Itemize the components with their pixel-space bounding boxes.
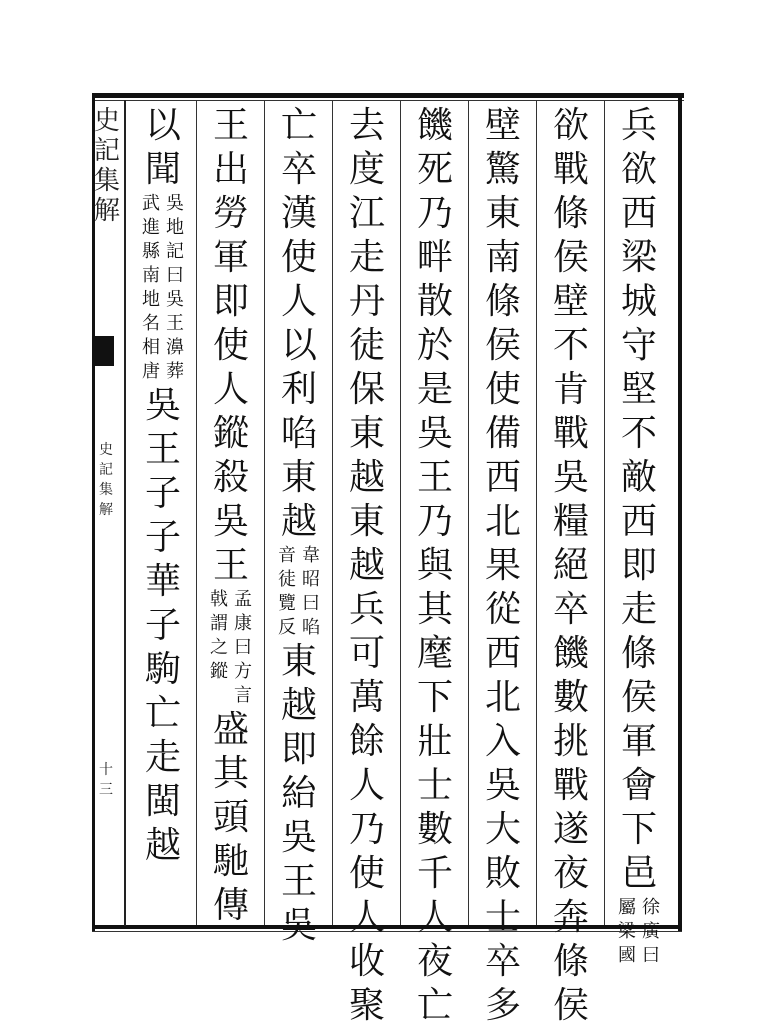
main-text-char: 紿 (280, 773, 317, 814)
gutter-title (92, 106, 122, 226)
gutter-divider (124, 100, 126, 926)
gutter-book-char: 記 (99, 462, 113, 478)
main-text-char: 驚 (484, 149, 521, 190)
main-text-char: 利 (280, 369, 317, 410)
main-text-char: 江 (348, 193, 385, 234)
main-text-char: 東 (348, 413, 385, 454)
main-text-char: 下 (620, 809, 657, 850)
gutter-book-char: 解 (99, 502, 113, 518)
main-text-char: 丹 (348, 281, 385, 322)
main-text-char: 聞 (144, 149, 181, 190)
main-text-char: 多 (484, 985, 521, 1026)
main-text-char: 走 (348, 237, 385, 278)
main-text-char: 邑 (620, 853, 657, 894)
main-text-char: 其 (212, 753, 249, 794)
annotation-char: 鏦 (210, 661, 228, 682)
gutter-book-char: 史 (99, 442, 113, 458)
main-text-char: 吳 (484, 765, 521, 806)
text-column (338, 104, 396, 1028)
gutter-title-char: 集 (93, 166, 120, 196)
main-text-char: 去 (348, 105, 385, 146)
annotation (135, 192, 191, 384)
annotation-line (615, 896, 639, 968)
annotation-line (299, 544, 323, 640)
main-text-char: 傳 (212, 885, 249, 926)
main-text-char: 收 (348, 941, 385, 982)
main-text-char: 吳 (212, 501, 249, 542)
main-text-char: 餘 (348, 721, 385, 762)
annotation-line (163, 192, 187, 384)
main-text-char: 果 (484, 545, 521, 586)
main-text-char: 人 (212, 369, 249, 410)
main-text-char: 壁 (484, 105, 521, 146)
main-text-char: 夜 (552, 853, 589, 894)
main-text-char: 吳 (280, 817, 317, 858)
annotation-char: 地 (142, 289, 160, 310)
main-text-char: 啗 (280, 413, 317, 454)
annotation-char: 國 (618, 945, 636, 966)
main-text-char: 不 (620, 413, 657, 454)
annotation-char: 戟 (210, 589, 228, 610)
annotation-char: 孟 (234, 589, 252, 610)
annotation-char: 啗 (302, 617, 320, 638)
main-text-char: 卒 (552, 589, 589, 630)
main-text-char: 閩 (144, 781, 181, 822)
main-text-char: 侯 (484, 325, 521, 366)
main-text-char: 吳 (416, 413, 453, 454)
annotation-char: 韋 (302, 545, 320, 566)
annotation-char: 曰 (302, 593, 320, 614)
text-column (270, 104, 328, 948)
main-text-char: 聚 (348, 985, 385, 1026)
column-rule (264, 101, 265, 925)
annotation-char: 方 (234, 661, 252, 682)
annotation-char: 昭 (302, 569, 320, 590)
main-text-char: 頭 (212, 797, 249, 838)
main-text-char: 以 (144, 105, 181, 146)
main-text-char: 條 (552, 941, 589, 982)
main-text-char: 數 (552, 677, 589, 718)
main-text-char: 士 (416, 765, 453, 806)
main-text-char: 畔 (416, 237, 453, 278)
main-text-char: 徒 (348, 325, 385, 366)
main-text-char: 王 (212, 105, 249, 146)
main-text-char: 西 (484, 457, 521, 498)
main-text-char: 軍 (620, 721, 657, 762)
gutter-page-char: 十 (99, 762, 113, 778)
main-text-char: 北 (484, 677, 521, 718)
annotation-char: 音 (278, 545, 296, 566)
main-text-char: 盛 (212, 709, 249, 750)
main-text-char: 人 (280, 281, 317, 322)
annotation-char: 進 (142, 217, 160, 238)
column-rule (536, 101, 537, 925)
main-text-char: 西 (484, 633, 521, 674)
gutter-book-title (96, 440, 116, 520)
main-text-char: 敵 (620, 457, 657, 498)
text-column (134, 104, 192, 868)
main-text-char: 越 (348, 545, 385, 586)
main-text-char: 亡 (144, 693, 181, 734)
main-text-char: 出 (212, 149, 249, 190)
annotation-char: 曰 (234, 637, 252, 658)
annotation (611, 896, 667, 968)
annotation-char: 武 (142, 193, 160, 214)
main-text-char: 走 (144, 737, 181, 778)
gutter-page-number (96, 760, 116, 800)
column-rule (400, 101, 401, 925)
annotation-char: 吳 (166, 289, 184, 310)
gutter-book-char: 集 (99, 482, 113, 498)
annotation-char: 曰 (166, 265, 184, 286)
annotation-char: 葬 (166, 361, 184, 382)
main-text-char: 南 (484, 237, 521, 278)
main-text-char: 東 (484, 193, 521, 234)
main-text-char: 肯 (552, 369, 589, 410)
main-text-char: 度 (348, 149, 385, 190)
main-text-char: 會 (620, 765, 657, 806)
annotation-char: 吳 (166, 193, 184, 214)
main-text-char: 糧 (552, 501, 589, 542)
main-text-char: 挑 (552, 721, 589, 762)
main-text-char: 軍 (212, 237, 249, 278)
main-text-char: 卒 (484, 941, 521, 982)
main-text-char: 堅 (620, 369, 657, 410)
main-text-char: 欲 (552, 105, 589, 146)
main-text-char: 備 (484, 413, 521, 454)
annotation-line (639, 896, 663, 968)
main-text-char: 萬 (348, 677, 385, 718)
main-text-char: 與 (416, 545, 453, 586)
main-text-char: 條 (552, 193, 589, 234)
main-text-char: 其 (416, 589, 453, 630)
main-text-char: 卒 (280, 149, 317, 190)
main-text-char: 饑 (416, 105, 453, 146)
annotation (203, 588, 259, 708)
annotation-char: 之 (210, 637, 228, 658)
main-text-char: 條 (620, 633, 657, 674)
main-text-char: 人 (348, 897, 385, 938)
annotation-char: 濞 (166, 337, 184, 358)
annotation-line (275, 544, 299, 640)
main-text-char: 東 (280, 457, 317, 498)
main-text-char: 人 (416, 897, 453, 938)
main-text-char: 城 (620, 281, 657, 322)
main-text-char: 越 (348, 457, 385, 498)
annotation-char: 覽 (278, 593, 296, 614)
main-text-char: 是 (416, 369, 453, 410)
main-text-char: 使 (280, 237, 317, 278)
main-text-char: 侯 (620, 677, 657, 718)
main-text-char: 戰 (552, 149, 589, 190)
main-text-char: 數 (416, 809, 453, 850)
main-text-char: 越 (280, 501, 317, 542)
annotation-char: 南 (142, 265, 160, 286)
main-text-char: 走 (620, 589, 657, 630)
main-text-char: 侯 (552, 237, 589, 278)
main-text-char: 東 (280, 641, 317, 682)
main-text-char: 兵 (620, 105, 657, 146)
text-column (202, 104, 260, 928)
annotation-char: 地 (166, 217, 184, 238)
fishtail-mark (94, 336, 114, 366)
main-text-char: 絕 (552, 545, 589, 586)
main-text-char: 越 (144, 825, 181, 866)
gutter-page-char: 三 (99, 782, 113, 798)
main-text-char: 散 (416, 281, 453, 322)
main-text-char: 於 (416, 325, 453, 366)
main-text-char: 子 (144, 473, 181, 514)
text-column (406, 104, 464, 1028)
main-text-char: 駒 (144, 649, 181, 690)
annotation-line (139, 192, 163, 384)
gutter-title-char: 史 (93, 106, 120, 136)
annotation-char: 名 (142, 313, 160, 334)
main-text-char: 饑 (552, 633, 589, 674)
main-text-char: 王 (280, 861, 317, 902)
annotation-line (231, 588, 255, 708)
annotation-char: 徒 (278, 569, 296, 590)
main-text-char: 戰 (552, 765, 589, 806)
annotation-char: 謂 (210, 613, 228, 634)
annotation-char: 縣 (142, 241, 160, 262)
annotation-char: 言 (234, 685, 252, 706)
main-text-char: 使 (212, 325, 249, 366)
main-text-char: 吳 (280, 905, 317, 946)
main-text-char: 夜 (416, 941, 453, 982)
main-text-char: 即 (212, 281, 249, 322)
main-text-char: 入 (484, 721, 521, 762)
main-text-char: 人 (348, 765, 385, 806)
annotation-char: 記 (166, 241, 184, 262)
annotation-char: 唐 (142, 361, 160, 382)
text-column (542, 104, 600, 1028)
main-text-char: 東 (348, 501, 385, 542)
annotation-char: 梁 (618, 921, 636, 942)
main-text-char: 士 (484, 897, 521, 938)
column-rule (196, 101, 197, 925)
main-text-char: 越 (280, 685, 317, 726)
main-text-char: 西 (620, 193, 657, 234)
main-text-char: 守 (620, 325, 657, 366)
main-text-char: 亡 (280, 105, 317, 146)
main-text-char: 下 (416, 677, 453, 718)
main-text-char: 敗 (484, 853, 521, 894)
main-text-char: 千 (416, 853, 453, 894)
annotation (271, 544, 327, 640)
main-text-char: 壯 (416, 721, 453, 762)
main-text-char: 兵 (348, 589, 385, 630)
main-text-char: 子 (144, 517, 181, 558)
main-text-char: 即 (620, 545, 657, 586)
main-text-char: 即 (280, 729, 317, 770)
main-text-char: 奔 (552, 897, 589, 938)
main-text-char: 麾 (416, 633, 453, 674)
main-text-char: 吳 (144, 385, 181, 426)
frame-top-border (92, 93, 684, 98)
annotation-char: 徐 (642, 897, 660, 918)
annotation-char: 曰 (642, 945, 660, 966)
main-text-char: 乃 (348, 809, 385, 850)
text-column (474, 104, 532, 1028)
gutter-title-char: 解 (93, 196, 120, 226)
main-text-char: 不 (552, 325, 589, 366)
main-text-char: 馳 (212, 841, 249, 882)
main-text-char: 使 (348, 853, 385, 894)
gutter-title-char: 記 (93, 136, 120, 166)
annotation-char: 廣 (642, 921, 660, 942)
main-text-char: 死 (416, 149, 453, 190)
main-text-char: 以 (280, 325, 317, 366)
main-text-char: 北 (484, 501, 521, 542)
main-text-char: 欲 (620, 149, 657, 190)
annotation-char: 相 (142, 337, 160, 358)
main-text-char: 保 (348, 369, 385, 410)
annotation-char: 康 (234, 613, 252, 634)
main-text-char: 王 (416, 457, 453, 498)
frame-right-border (678, 93, 682, 931)
frame-top-inner-border (92, 100, 684, 101)
annotation-char: 屬 (618, 897, 636, 918)
main-text-char: 戰 (552, 413, 589, 454)
main-text-char: 從 (484, 589, 521, 630)
main-text-char: 王 (144, 429, 181, 470)
main-text-char: 華 (144, 561, 181, 602)
main-text-char: 漢 (280, 193, 317, 234)
main-text-char: 可 (348, 633, 385, 674)
main-text-char: 大 (484, 809, 521, 850)
main-text-char: 壁 (552, 281, 589, 322)
annotation-char: 王 (166, 313, 184, 334)
main-text-char: 梁 (620, 237, 657, 278)
main-text-char: 勞 (212, 193, 249, 234)
annotation-char: 反 (278, 617, 296, 638)
main-text-char: 乃 (416, 193, 453, 234)
column-rule (332, 101, 333, 925)
main-text-char: 乃 (416, 501, 453, 542)
column-rule (604, 101, 605, 925)
main-text-char: 殺 (212, 457, 249, 498)
main-text-char: 王 (212, 545, 249, 586)
main-text-char: 子 (144, 605, 181, 646)
main-text-char: 侯 (552, 985, 589, 1026)
main-text-char: 鏦 (212, 413, 249, 454)
annotation-line (207, 588, 231, 708)
main-text-char: 使 (484, 369, 521, 410)
main-text-char: 亡 (416, 985, 453, 1026)
column-rule (468, 101, 469, 925)
main-text-char: 西 (620, 501, 657, 542)
main-text-char: 遂 (552, 809, 589, 850)
text-column (610, 104, 668, 968)
main-text-char: 吳 (552, 457, 589, 498)
main-text-char: 條 (484, 281, 521, 322)
